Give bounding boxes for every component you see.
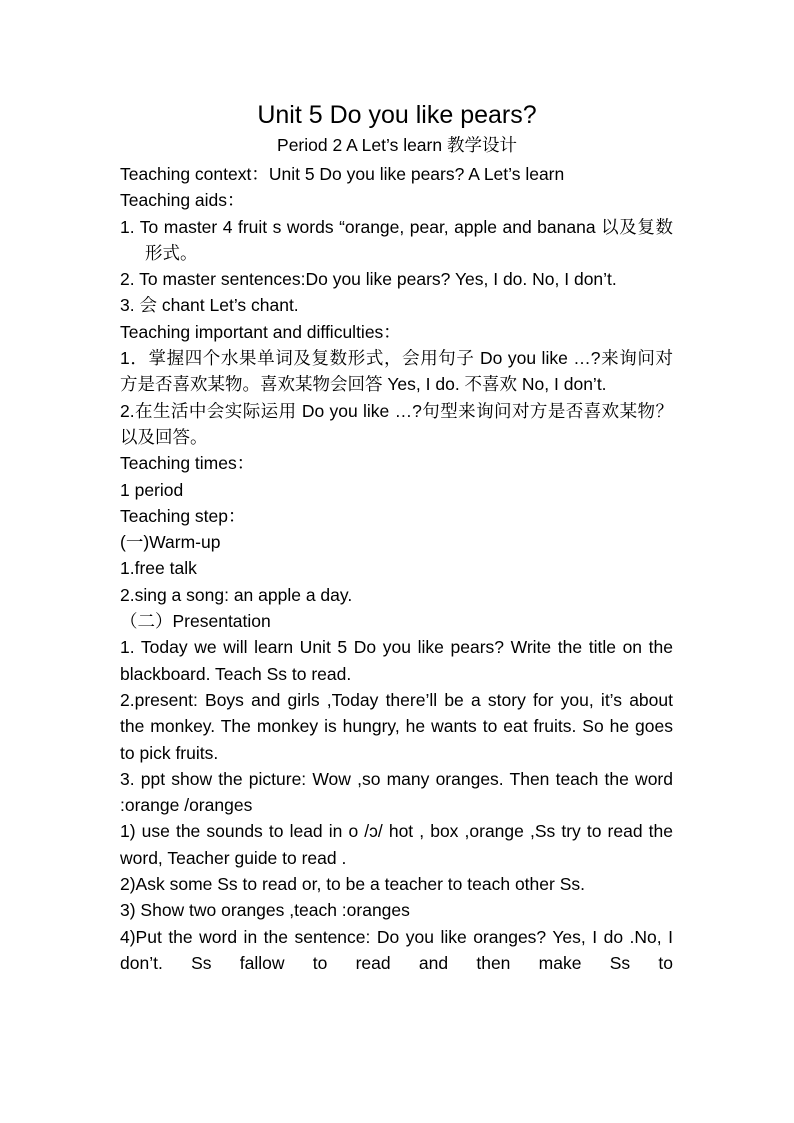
- aid-item-2: 2. To master sentences:Do you like pears? Yes, I do. No, I don’t.: [120, 269, 617, 290]
- substep-1: 1) use the sounds to lead in o /ɔ/ hot , box ,orange ,Ss try to read the word, Teacher guide to read .: [120, 821, 673, 868]
- difficulty-item-1: 1．掌握四个水果单词及复数形式，会用句子 Do you like …?来询问对方是否喜欢某物。喜欢某物会回答 Yes, I do. 不喜欢 No, I don’t.: [120, 348, 673, 395]
- document-title: Unit 5 Do you like pears?: [257, 101, 537, 129]
- substep-4: 4)Put the word in the sentence: Do you like oranges? Yes, I do .No, I don’t. Ss fallow to read and then make Ss to: [120, 926, 673, 973]
- teaching-times-heading: Teaching times：: [120, 453, 255, 474]
- difficulties-heading: Teaching important and difficulties：: [120, 321, 401, 342]
- presentation-step-2: 2.present: Boys and girls ,Today there’ll be a story for you, it’s about the monkey. The monkey is hungry, he wants to eat fruits. So he goes to pick fruits.: [120, 689, 673, 763]
- teaching-step-heading: Teaching step：: [120, 505, 246, 526]
- document-body: [120, 161, 673, 976]
- presentation-step-1: 1. Today we will learn Unit 5 Do you like pears? Write the title on the blackboard. Teach Ss to read.: [120, 637, 673, 684]
- presentation-step-3: 3. ppt show the picture: Wow ,so many oranges. Then teach the word :orange /oranges: [120, 768, 673, 816]
- difficulty-item-2: 2.在生活中会实际运用 Do you like …?句型来询问对方是否喜欢某物？以及回答。: [120, 400, 673, 447]
- teaching-context: Teaching context：Unit 5 Do you like pears? A Let’s learn: [120, 164, 565, 184]
- teaching-times-value: 1 period: [120, 479, 184, 500]
- aid-item-1: 1. To master 4 fruit s words “orange, pear, apple and banana 以及复数形式。: [120, 216, 673, 263]
- document-subtitle: Period 2 A Let’s learn 教学设计: [277, 135, 517, 155]
- substep-3: 3) Show two oranges ,teach :oranges: [120, 900, 410, 921]
- teaching-aids-heading: Teaching aids：: [120, 190, 245, 211]
- substep-2: 2)Ask some Ss to read or, to be a teacher to teach other Ss.: [120, 874, 585, 895]
- warm-up-step-2: 2.sing a song: an apple a day.: [120, 584, 353, 605]
- warm-up-step-1: 1.free talk: [120, 558, 197, 579]
- aid-item-3: 3. 会 chant Let’s chant.: [120, 295, 299, 316]
- section-presentation: （二）Presentation: [120, 611, 271, 632]
- section-warm-up: (一)Warm-up: [120, 532, 221, 553]
